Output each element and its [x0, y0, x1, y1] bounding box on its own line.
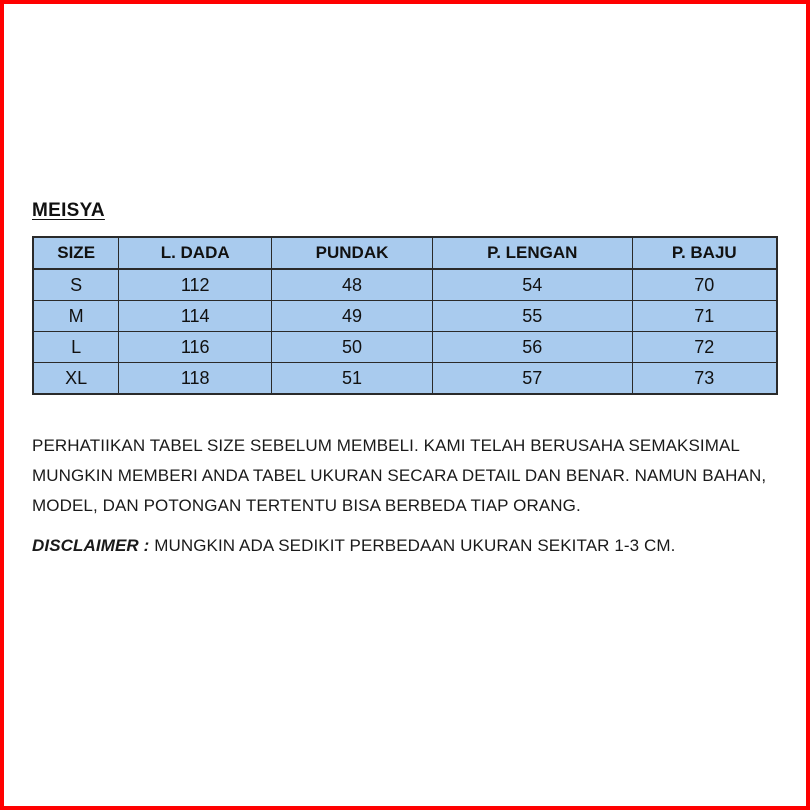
table-header-row	[33, 237, 777, 269]
table-cell: 73	[632, 363, 777, 395]
notes-section	[32, 431, 778, 561]
table-cell: 118	[119, 363, 272, 395]
size-note-paragraph: PERHATIIKAN TABEL SIZE SEBELUM MEMBELI. KAMI TELAH BERUSAHA SEMAKSIMAL MUNGKIN MEMBERI ANDA TABEL UKURAN SECARA DETAIL DAN BENAR. NAMUN BAHAN, MODEL, DAN POTONGAN TERTENTU BISA BERBEDA TIAP ORANG.	[32, 436, 767, 515]
table-row	[33, 332, 777, 363]
table-row	[33, 269, 777, 301]
table-cell: 56	[433, 332, 633, 363]
table-cell: S	[33, 269, 119, 301]
table-cell: 72	[632, 332, 777, 363]
header-p-lengan: P. LENGAN	[433, 237, 633, 269]
disclaimer-paragraph	[32, 531, 778, 561]
table-cell: XL	[33, 363, 119, 395]
table-cell: 54	[433, 269, 633, 301]
table-cell: 55	[433, 301, 633, 332]
table-cell: 51	[272, 363, 433, 395]
header-pundak: PUNDAK	[272, 237, 433, 269]
disclaimer-text: MUNGKIN ADA SEDIKIT PERBEDAAN UKURAN SEKITAR 1-3 CM.	[149, 536, 676, 555]
header-p-baju: P. BAJU	[632, 237, 777, 269]
table-cell: 49	[272, 301, 433, 332]
table-cell: 114	[119, 301, 272, 332]
disclaimer-label: DISCLAIMER :	[32, 536, 150, 555]
table-cell: 57	[433, 363, 633, 395]
table-cell: 112	[119, 269, 272, 301]
table-cell: 50	[272, 332, 433, 363]
table-row	[33, 363, 777, 395]
table-cell: 71	[632, 301, 777, 332]
header-size: SIZE	[33, 237, 119, 269]
table-row	[33, 301, 777, 332]
product-title: MEISYA	[32, 200, 105, 221]
header-l-dada: L. DADA	[119, 237, 272, 269]
size-table	[32, 236, 778, 395]
table-cell: 48	[272, 269, 433, 301]
table-cell: L	[33, 332, 119, 363]
size-chart-content	[32, 200, 778, 561]
table-cell: 116	[119, 332, 272, 363]
table-cell: M	[33, 301, 119, 332]
table-cell: 70	[632, 269, 777, 301]
